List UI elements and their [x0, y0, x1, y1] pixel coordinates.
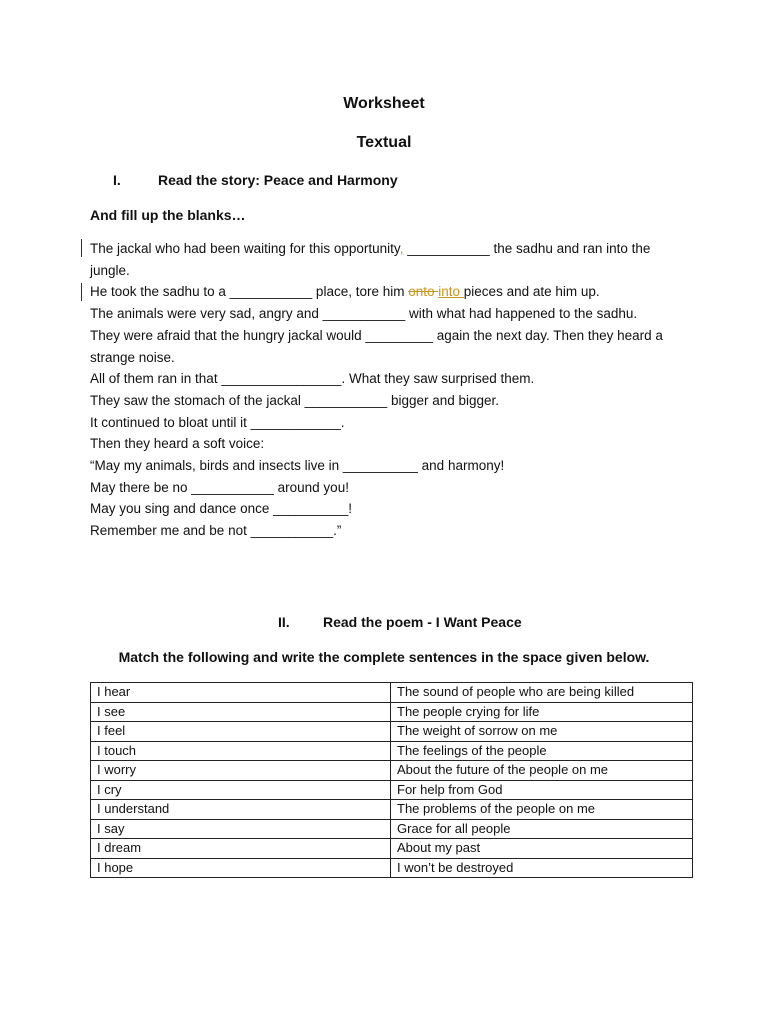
story-line: They were afraid that the hungry jackal would _________ again the next day. Then they heard a strange noise.: [90, 327, 663, 365]
tracked-insertion: into: [438, 284, 464, 300]
story-text: ___________ the sadhu and ran into the jungle.: [90, 241, 651, 278]
table-row: [91, 800, 693, 820]
table-row: [91, 722, 693, 742]
table-cell-left: I hear: [91, 683, 391, 703]
table-cell-left: I say: [91, 819, 391, 839]
story-fill-in-blanks: [90, 238, 690, 542]
table-cell-right: For help from God: [391, 780, 693, 800]
table-cell-right: The people crying for life: [391, 702, 693, 722]
table-row: [91, 858, 693, 878]
section1-heading: Read the story: Peace and Harmony: [158, 172, 398, 188]
story-line: They saw the stomach of the jackal ___________ bigger and bigger.: [90, 392, 500, 408]
revision-bar: [81, 283, 82, 301]
tracked-insertion: ,: [399, 241, 404, 256]
table-row: [91, 780, 693, 800]
table-cell-right: About my past: [391, 839, 693, 859]
table-cell-right: About the future of the people on me: [391, 761, 693, 781]
table-row: [91, 683, 693, 703]
table-row: [91, 839, 693, 859]
table-cell-left: I feel: [91, 722, 391, 742]
table-cell-right: The weight of sorrow on me: [391, 722, 693, 742]
story-line: Then they heard a soft voice:: [90, 436, 265, 452]
revision-bar: [81, 239, 82, 257]
story-line: “May my animals, birds and insects live in __________ and harmony!: [90, 458, 505, 474]
table-cell-right: Grace for all people: [391, 819, 693, 839]
tracked-deletion: onto: [408, 284, 439, 300]
story-line: The animals were very sad, angry and ___________ with what had happened to the sadhu.: [90, 306, 638, 322]
table-cell-left: I see: [91, 702, 391, 722]
worksheet-title: Worksheet: [343, 95, 425, 112]
table-row: [91, 741, 693, 761]
table-cell-left: I touch: [91, 741, 391, 761]
section1-instruction: And fill up the blanks…: [90, 207, 246, 223]
table-row: [91, 761, 693, 781]
table-cell-left: I hope: [91, 858, 391, 878]
story-text: The jackal who had been waiting for this opportunity: [90, 241, 400, 256]
story-text: pieces and ate him up.: [463, 284, 600, 300]
story-line: All of them ran in that ________________. What they saw surprised them.: [90, 371, 535, 387]
table-cell-left: I worry: [91, 761, 391, 781]
section2-instruction: Match the following and write the complete sentences in the space given below.: [118, 649, 650, 665]
table-cell-left: I cry: [91, 780, 391, 800]
table-cell-left: I understand: [91, 800, 391, 820]
table-cell-right: I won’t be destroyed: [391, 858, 693, 878]
table-cell-right: The problems of the people on me: [391, 800, 693, 820]
table-row: [91, 702, 693, 722]
story-line: [90, 238, 690, 281]
table-cell-right: The feelings of the people: [391, 741, 693, 761]
worksheet-subtitle: Textual: [356, 134, 412, 151]
table-cell-right: The sound of people who are being killed: [391, 683, 693, 703]
section2-number: II.: [278, 614, 290, 630]
section2-heading: Read the poem - I Want Peace: [323, 614, 522, 630]
table-row: [91, 819, 693, 839]
table-cell-left: I dream: [91, 839, 391, 859]
story-line: Remember me and be not ___________.”: [90, 523, 342, 539]
story-line: May there be no ___________ around you!: [90, 479, 349, 495]
story-line: May you sing and dance once __________!: [90, 501, 352, 517]
story-line: [90, 281, 690, 303]
story-line: It continued to bloat until it ____________.: [90, 414, 345, 430]
section1-number: I.: [113, 172, 121, 188]
match-table: [90, 682, 693, 878]
story-text: He took the sadhu to a ___________ place, tore him: [90, 284, 409, 300]
